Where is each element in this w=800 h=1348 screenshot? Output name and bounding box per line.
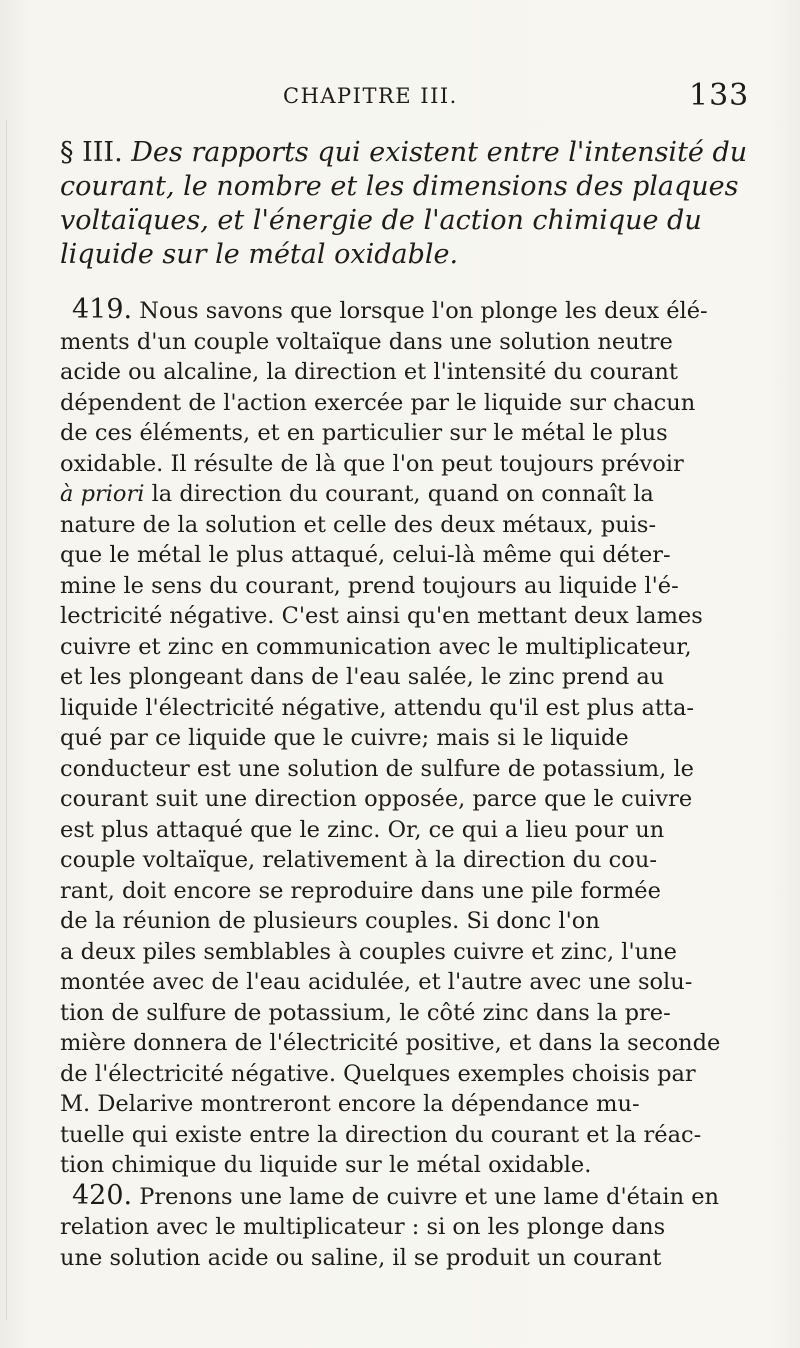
paragraph-419-line: oxidable. Il résulte de là que l'on peut toujours prévoir bbox=[60, 450, 684, 477]
paragraph-number-420: 420. bbox=[72, 1180, 133, 1211]
paragraph-419-line: nature de la solution et celle des deux métaux, puis- bbox=[60, 511, 657, 538]
paragraph-419-line: liquide l'électricité négative, attendu qu'il est plus atta- bbox=[60, 694, 694, 721]
paragraph-419-line: à priori la direction du courant, quand on connaît la bbox=[60, 481, 654, 507]
paragraph-419-line: conducteur est une solution de sulfure de potassium, le bbox=[60, 755, 694, 782]
section-title-line-2: courant, le nombre et les dimensions des plaques bbox=[60, 171, 739, 202]
paragraph-419-line: cuivre et zinc en communication avec le multiplicateur, bbox=[60, 633, 692, 660]
body-text bbox=[60, 295, 750, 1273]
paragraph-419-line: M. Delarive montreront encore la dépendance mu- bbox=[60, 1091, 640, 1117]
section-heading bbox=[60, 136, 750, 272]
paragraph-420-line: une solution acide ou saline, il se produit un courant bbox=[60, 1244, 662, 1271]
page-edge-shadow bbox=[6, 120, 7, 1320]
paragraph-419-line: tuelle qui existe entre la direction du courant et la réac- bbox=[60, 1121, 702, 1148]
paragraph-419-line: de la réunion de plusieurs couples. Si donc l'on bbox=[60, 908, 600, 934]
paragraph-419-line: est plus attaqué que le zinc. Or, ce qui a lieu pour un bbox=[60, 816, 665, 843]
italic-a-priori: à priori bbox=[60, 481, 145, 507]
section-title-line-3: voltaïques, et l'énergie de l'action chimique du bbox=[60, 205, 702, 236]
paragraph-419-line: qué par ce liquide que le cuivre; mais si le liquide bbox=[60, 725, 629, 751]
paragraph-419-line: tion de sulfure de potassium, le côté zinc dans la pre- bbox=[60, 999, 671, 1026]
paragraph-419-line: ments d'un couple voltaïque dans une solution neutre bbox=[60, 328, 673, 355]
paragraph-419-line: que le métal le plus attaqué, celui-là même qui déter- bbox=[60, 542, 671, 568]
paragraph-420-line: 420. Prenons une lame de cuivre et une lame d'étain en bbox=[72, 1180, 720, 1211]
paragraph-419-line: et les plongeant dans de l'eau salée, le zinc prend au bbox=[60, 664, 665, 690]
paragraph-number-419: 419. bbox=[72, 295, 133, 325]
paragraph-419-line: lectricité négative. C'est ainsi qu'en mettant deux lames bbox=[60, 603, 703, 629]
paragraph-419-line: 419. Nous savons que lorsque l'on plonge les deux élé- bbox=[72, 295, 708, 325]
section-title-line-1: § III. Des rapports qui existent entre l'intensité du bbox=[60, 137, 748, 168]
section-title-line-4: liquide sur le métal oxidable. bbox=[60, 239, 459, 270]
paragraph-419-line: courant suit une direction opposée, parce que le cuivre bbox=[60, 786, 693, 812]
page-header bbox=[0, 78, 800, 124]
page-number: 133 bbox=[689, 78, 750, 113]
paragraph-419-line: de ces éléments, et en particulier sur le métal le plus bbox=[60, 420, 668, 446]
paragraph-419-line: a deux piles semblables à couples cuivre et zinc, l'une bbox=[60, 938, 677, 965]
paragraph-419-line: de l'électricité négative. Quelques exemples choisis par bbox=[60, 1060, 696, 1087]
section-number: § III. bbox=[60, 137, 123, 168]
paragraph-419-line: acide ou alcaline, la direction et l'intensité du courant bbox=[60, 359, 678, 385]
paragraph-419-line: rant, doit encore se reproduire dans une pile formée bbox=[60, 877, 661, 904]
paragraph-420-line: relation avec le multiplicateur : si on les plonge dans bbox=[60, 1214, 666, 1240]
paragraph-419-line: montée avec de l'eau acidulée, et l'autre avec une solu- bbox=[60, 969, 693, 995]
paragraph-419-line: mière donnera de l'électricité positive, et dans la seconde bbox=[60, 1030, 721, 1056]
running-head: CHAPITRE III. bbox=[283, 84, 458, 108]
paragraph-419-line: tion chimique du liquide sur le métal oxidable. bbox=[60, 1152, 592, 1178]
paragraph-419-line: mine le sens du courant, prend toujours au liquide l'é- bbox=[60, 572, 679, 599]
paragraph-419-line: couple voltaïque, relativement à la direction du cou- bbox=[60, 847, 657, 873]
paragraph-419-line: dépendent de l'action exercée par le liquide sur chacun bbox=[60, 389, 696, 416]
